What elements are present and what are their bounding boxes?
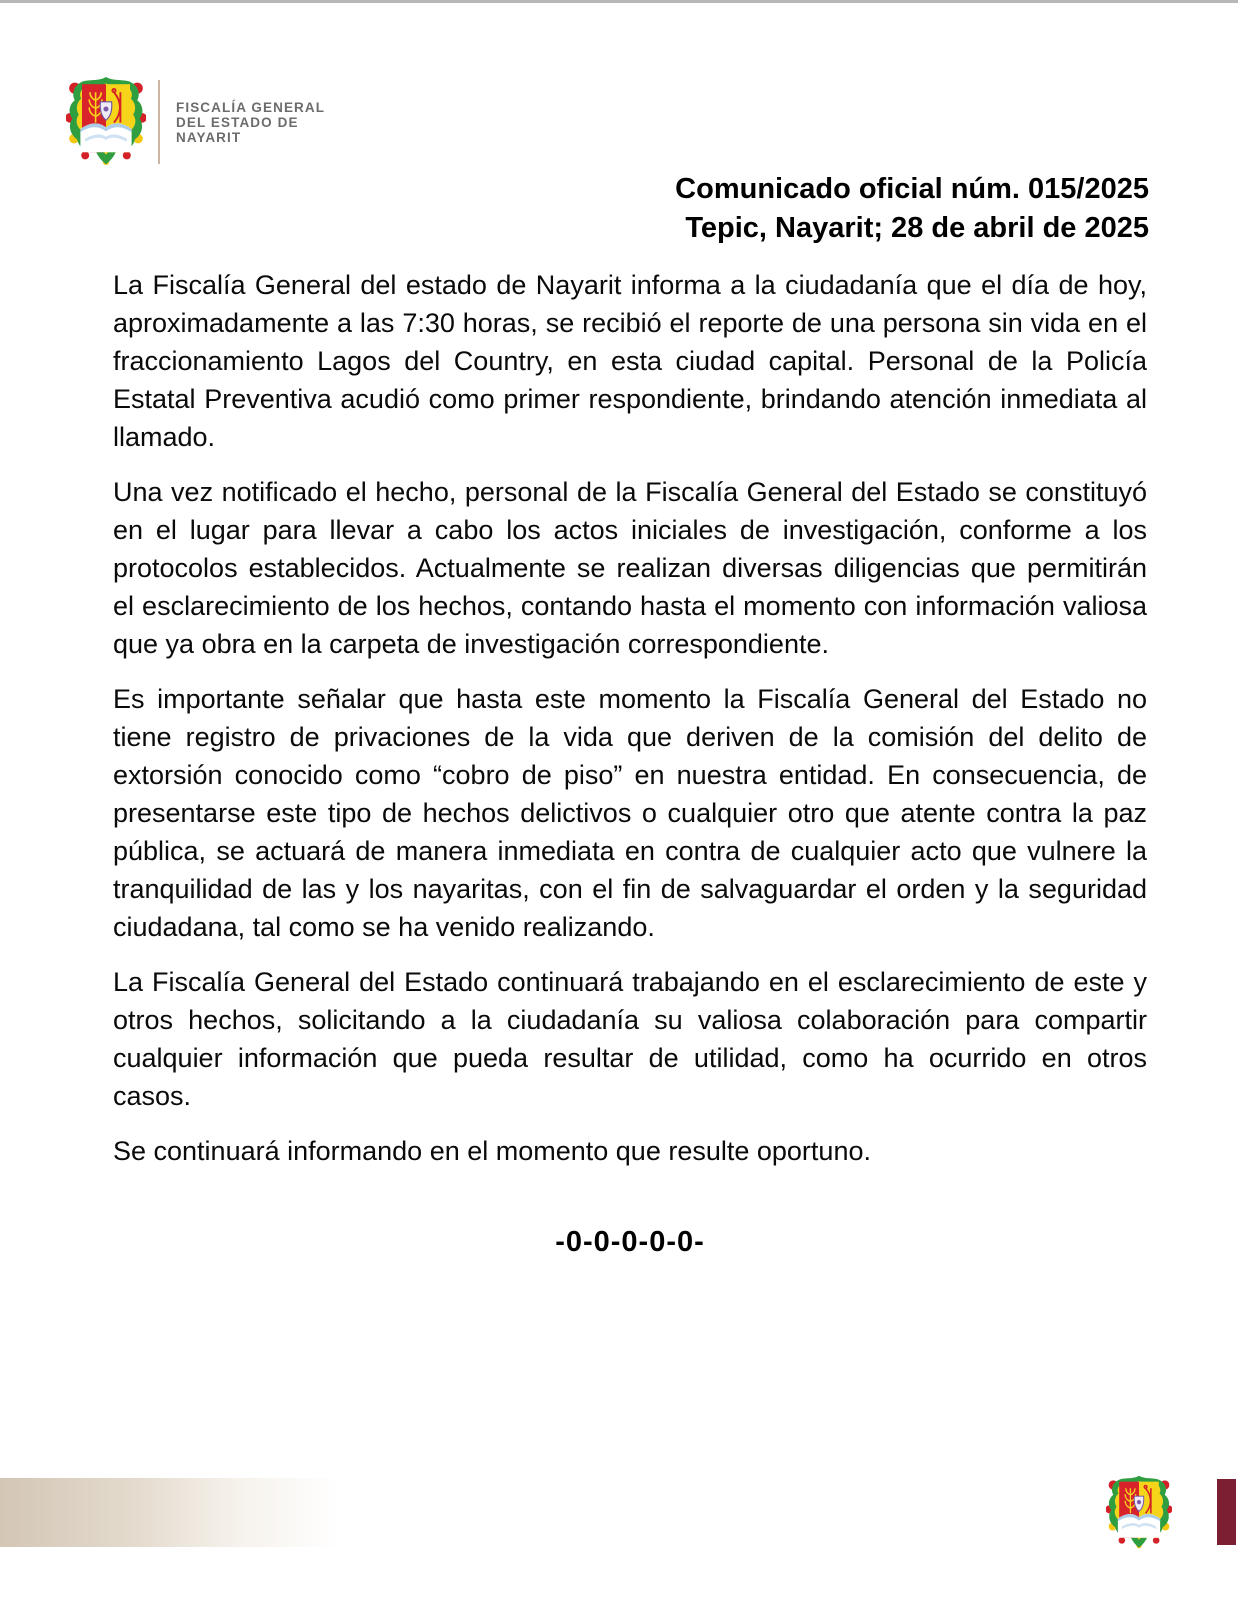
communique-date-place: Tepic, Nayarit; 28 de abril de 2025 xyxy=(685,212,1149,244)
paragraph-5: Se continuará informando en el momento que resulte oportuno. xyxy=(113,1136,871,1166)
agency-brand-block xyxy=(66,76,326,166)
footer-accent-bar xyxy=(1217,1479,1236,1545)
footer-gradient-bar xyxy=(0,1478,340,1547)
end-of-document-marker: -0-0-0-0-0- xyxy=(555,1226,705,1258)
paragraph-1: La Fiscalía General del estado de Nayarit informa a la ciudadanía que el día de hoy, aproximadamente a las 7:30 horas, se recibió el reporte de una persona sin vida en el fraccionamiento Lagos del Country, en esta ciudad capital. Personal de la Policía Estatal Preventiva acudió como primer respondiente, brindando atención inmediata al llamado. xyxy=(113,270,1147,452)
paragraph-4: La Fiscalía General del Estado continuará trabajando en el esclarecimiento de este y otros hechos, solicitando a la ciudadanía su valiosa colaboración para compartir cualquier información que pueda resultar de utilidad, como ha ocurrido en otros casos. xyxy=(113,967,1147,1111)
nayarit-coat-of-arms-icon xyxy=(66,76,146,166)
paragraph-3: Es importante señalar que hasta este momento la Fiscalía General del Estado no tiene registro de privaciones de la vida que deriven de la comisión del delito de extorsión conocido como “cobro de piso” en nuestra entidad. En consecuencia, de presentarse este tipo de hechos delictivos o cualquier otro que atente contra la paz pública, se actuará de manera inmediata en contra de cualquier acto que vulnere la tranquilidad de las y los nayaritas, con el fin de salvaguardar el orden y la seguridad ciudadana, tal como se ha venido realizando. xyxy=(113,684,1147,942)
agency-name-line1: FISCALÍA GENERAL xyxy=(176,100,326,115)
communique-meta xyxy=(675,170,1149,248)
page-top-border xyxy=(0,0,1238,3)
communique-number: Comunicado oficial núm. 015/2025 xyxy=(675,173,1149,205)
paragraph-2: Una vez notificado el hecho, personal de la Fiscalía General del Estado se constituyó en el lugar para llevar a cabo los actos iniciales de investigación, conforme a los protocolos establecidos. Actualmente se realizan diversas diligencias que permitirán el esclarecimiento de los hechos, contando hasta el momento con información valiosa que ya obra en la carpeta de investigación correspondiente. xyxy=(113,477,1147,659)
nayarit-coat-of-arms-icon xyxy=(1106,1472,1172,1552)
communique-body xyxy=(113,266,1147,1259)
brand-divider xyxy=(158,80,160,164)
agency-name-line2: DEL ESTADO DE xyxy=(176,115,299,130)
agency-name-line3: NAYARIT xyxy=(176,130,242,145)
agency-name xyxy=(176,100,325,145)
